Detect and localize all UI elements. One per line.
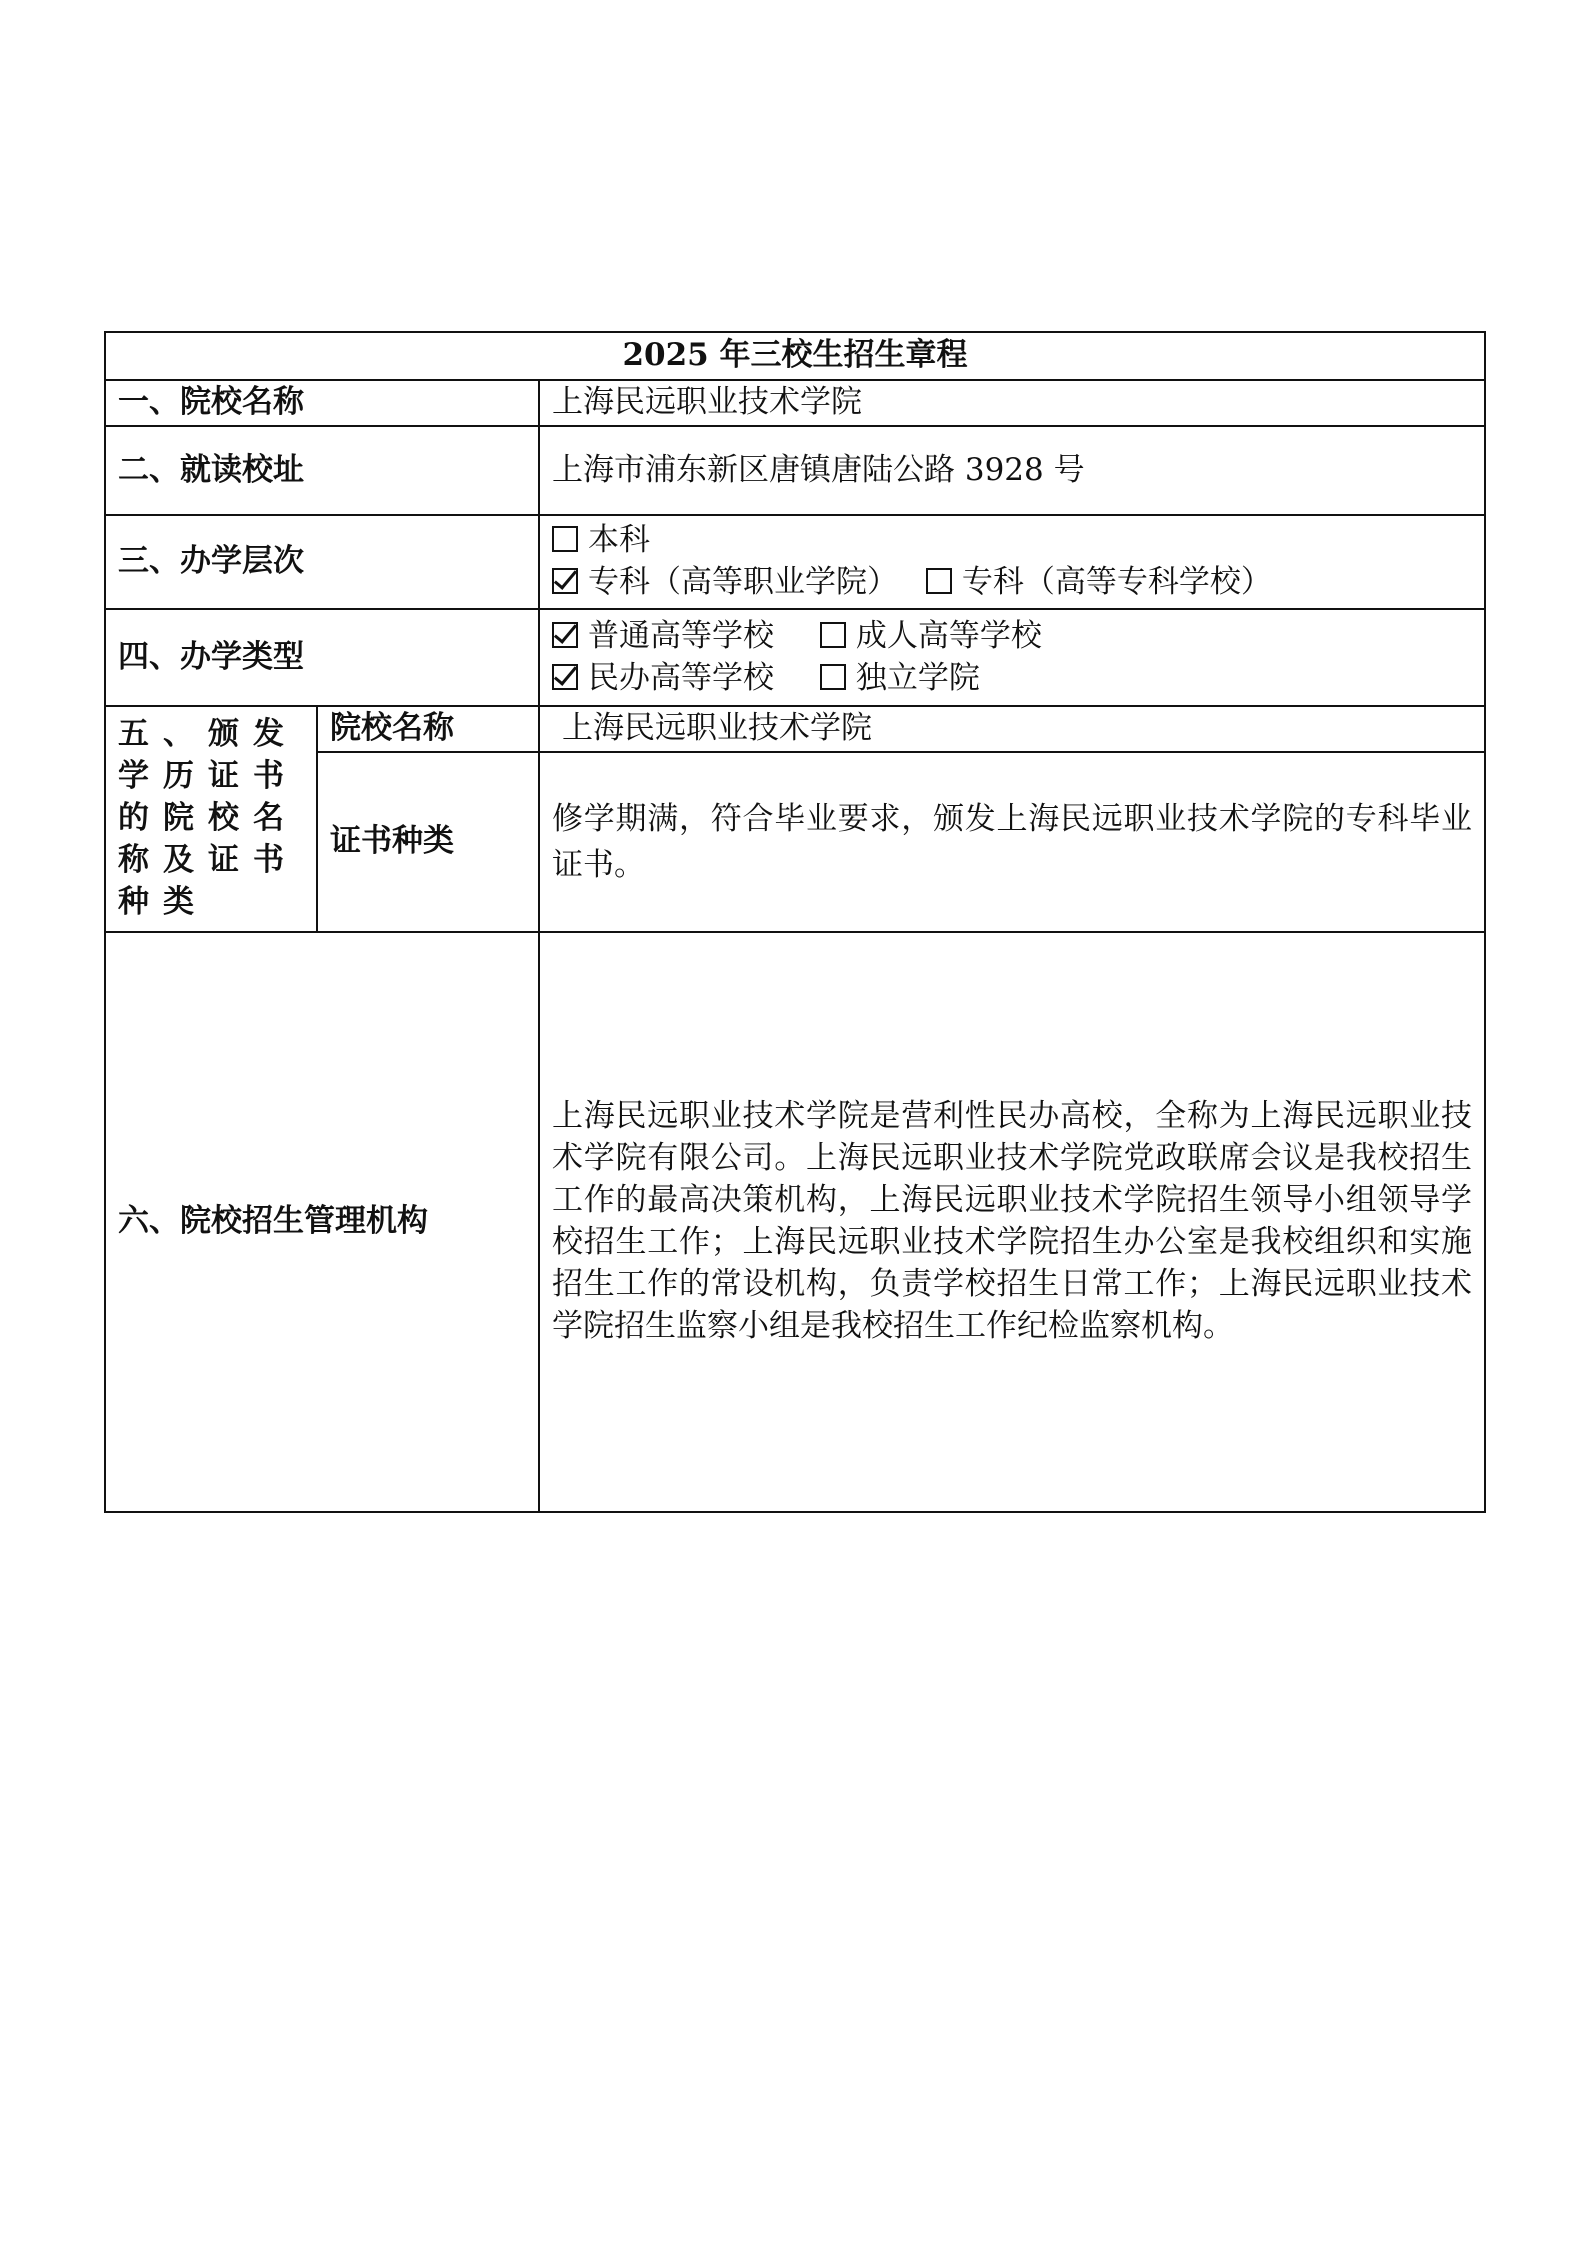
type-option-line-2 bbox=[552, 658, 1472, 700]
level-option-line-1 bbox=[552, 520, 1472, 562]
document-title: 2025 年三校生招生章程 bbox=[105, 332, 1485, 380]
level-option-undergrad bbox=[552, 520, 650, 562]
address-value: 上海市浦东新区唐镇唐陆公路 3928 号 bbox=[539, 426, 1485, 515]
row-school-name bbox=[105, 380, 1485, 426]
type-option-line-1 bbox=[552, 616, 1472, 658]
row-management bbox=[105, 932, 1485, 1512]
option-label: 独立学院 bbox=[855, 659, 980, 696]
level-option-vocational bbox=[552, 562, 898, 604]
option-label: 普通高等学校 bbox=[588, 617, 774, 654]
cert-school-value: 上海民远职业技术学院 bbox=[539, 706, 1485, 752]
cert-type-value: 修学期满，符合毕业要求，颁发上海民远职业技术学院的专科毕业证书。 bbox=[539, 752, 1485, 932]
certificate-label: 五、颁发学历证书的院校名称及证书种类 bbox=[105, 706, 317, 932]
type-option-private bbox=[552, 658, 774, 700]
type-option-independent bbox=[820, 658, 980, 700]
option-label: 民办高等学校 bbox=[588, 659, 774, 696]
cert-school-label: 院校名称 bbox=[317, 706, 539, 752]
school-name-label: 一、院校名称 bbox=[105, 380, 539, 426]
checkbox-icon bbox=[820, 664, 846, 690]
row-type bbox=[105, 609, 1485, 706]
type-options bbox=[539, 609, 1485, 706]
row-level bbox=[105, 515, 1485, 609]
checked-checkbox-icon bbox=[552, 664, 578, 690]
type-option-adult bbox=[820, 616, 1042, 658]
checked-checkbox-icon bbox=[552, 568, 578, 594]
row-address bbox=[105, 426, 1485, 515]
checkbox-icon bbox=[926, 568, 952, 594]
type-label: 四、办学类型 bbox=[105, 609, 539, 706]
option-label: 本科 bbox=[588, 522, 650, 559]
option-label: 专科（高等职业学院） bbox=[588, 564, 898, 600]
admissions-table bbox=[104, 331, 1486, 1513]
checkbox-icon bbox=[820, 622, 846, 648]
level-label: 三、办学层次 bbox=[105, 515, 539, 609]
address-label: 二、就读校址 bbox=[105, 426, 539, 515]
checked-checkbox-icon bbox=[552, 622, 578, 648]
title-row bbox=[105, 332, 1485, 380]
school-name-value: 上海民远职业技术学院 bbox=[539, 380, 1485, 426]
row-cert-school bbox=[105, 706, 1485, 752]
management-label: 六、院校招生管理机构 bbox=[105, 932, 539, 1512]
level-option-college bbox=[926, 562, 1272, 604]
option-label: 专科（高等专科学校） bbox=[961, 564, 1272, 600]
level-options bbox=[539, 515, 1485, 609]
level-option-line-2 bbox=[552, 562, 1472, 604]
management-value: 上海民远职业技术学院是营利性民办高校，全称为上海民远职业技术学院有限公司。上海民远职业技术学院党政联席会议是我校招生工作的最高决策机构，上海民远职业技术学院招生领导小组领导学校招生工作；上海民远职业技术学院招生办公室是我校组织和实施招生工作的常设机构，负责学校招生日常工作；上海民远职业技术学院招生监察小组是我校招生工作纪检监察机构。 bbox=[539, 932, 1485, 1512]
type-option-regular bbox=[552, 616, 774, 658]
option-label: 成人高等学校 bbox=[855, 617, 1042, 654]
checkbox-icon bbox=[552, 526, 578, 552]
cert-type-label: 证书种类 bbox=[317, 752, 539, 932]
